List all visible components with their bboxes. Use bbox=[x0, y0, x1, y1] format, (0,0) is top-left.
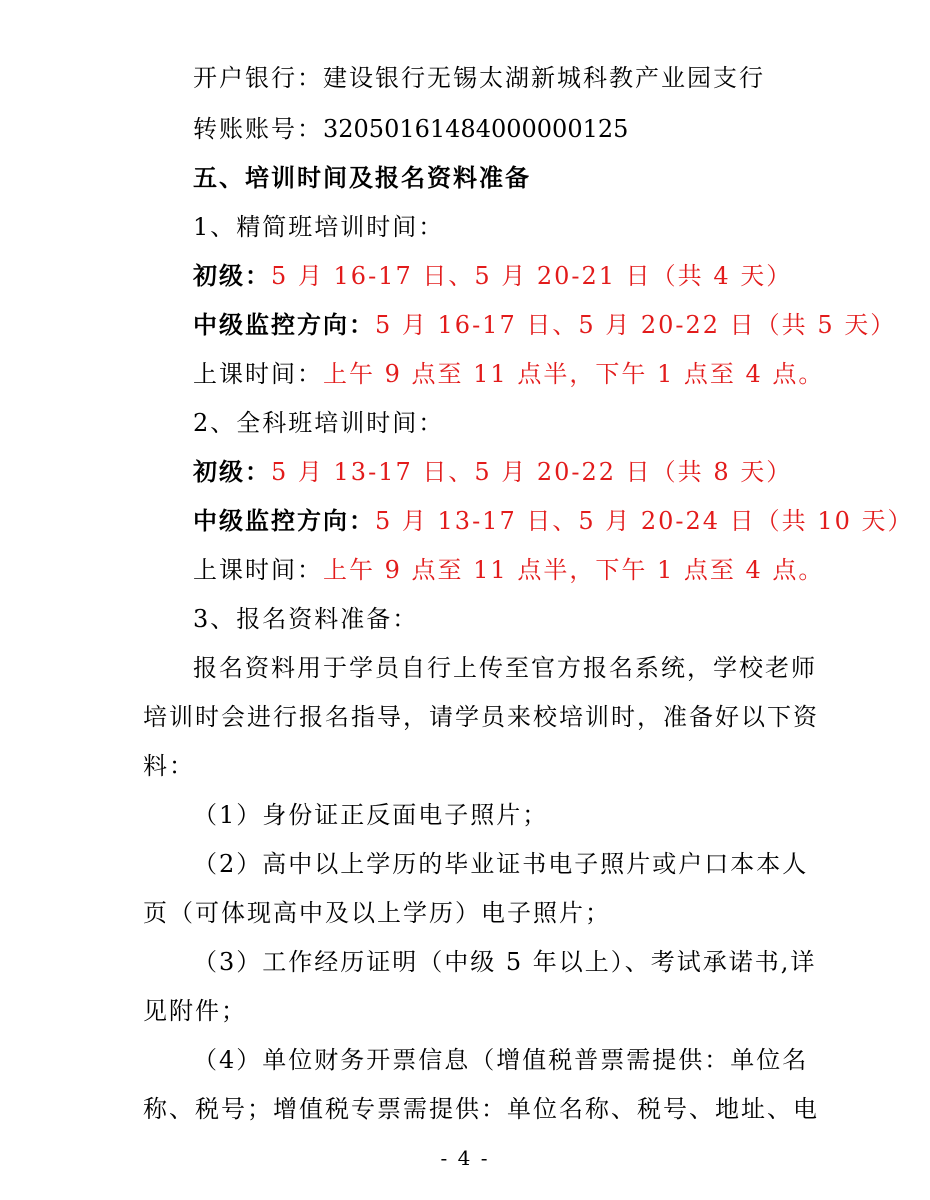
item2-class-time-line bbox=[193, 555, 824, 585]
item2-intermediate-value: 5 月 13-17 日、5 月 20-24 日（共 10 天） bbox=[375, 507, 914, 535]
item2-class-time-value: 上午 9 点至 11 点半，下午 1 点至 4 点。 bbox=[323, 556, 825, 584]
bank-label: 开户银行： bbox=[193, 64, 323, 92]
item1-intermediate-value: 5 月 16-17 日、5 月 20-22 日（共 5 天） bbox=[375, 311, 897, 339]
material-2-line-2: 页（可体现高中及以上学历）电子照片； bbox=[143, 899, 611, 927]
item1-class-time-value: 上午 9 点至 11 点半，下午 1 点至 4 点。 bbox=[323, 360, 825, 388]
material-4-line-1: （4）单位财务开票信息（增值税普票需提供：单位名 bbox=[193, 1046, 809, 1074]
section-heading: 五、培训时间及报名资料准备 bbox=[193, 163, 531, 192]
item2-class-time-label: 上课时间： bbox=[193, 556, 323, 584]
item2-intermediate-label: 中级监控方向： bbox=[193, 506, 375, 535]
item3-title: 3、报名资料准备： bbox=[193, 605, 419, 633]
item2-primary-line bbox=[193, 457, 792, 487]
item2-primary-label: 初级： bbox=[193, 457, 271, 486]
item2-intermediate-line bbox=[193, 506, 913, 536]
account-line bbox=[193, 114, 628, 144]
material-3-line-2: 见附件； bbox=[143, 997, 247, 1025]
intro-line-2: 培训时会进行报名指导，请学员来校培训时，准备好以下资 bbox=[143, 703, 819, 731]
material-1-line-1: （1）身份证正反面电子照片； bbox=[193, 801, 549, 829]
item1-class-time-label: 上课时间： bbox=[193, 360, 323, 388]
item1-intermediate-line bbox=[193, 310, 896, 340]
bank-value: 建设银行无锡太湖新城科教产业园支行 bbox=[323, 64, 765, 92]
item2-title: 2、全科班培训时间： bbox=[193, 409, 445, 437]
material-4-line-2: 称、税号；增值税专票需提供：单位名称、税号、地址、电 bbox=[143, 1095, 819, 1123]
page-number: - 4 - bbox=[440, 1146, 490, 1170]
item1-primary-line bbox=[193, 261, 792, 291]
intro-line-1: 报名资料用于学员自行上传至官方报名系统，学校老师 bbox=[193, 654, 817, 682]
item1-class-time-line bbox=[193, 359, 824, 389]
item1-title: 1、精简班培训时间： bbox=[193, 213, 445, 241]
material-2-line-1: （2）高中以上学历的毕业证书电子照片或户口本本人 bbox=[193, 850, 809, 878]
account-number: 32050161484000000125 bbox=[323, 115, 629, 143]
material-3-line-1: （3）工作经历证明（中级 5 年以上）、考试承诺书,详 bbox=[193, 948, 817, 976]
item1-primary-label: 初级： bbox=[193, 261, 271, 290]
account-label: 转账账号： bbox=[193, 115, 323, 143]
item1-intermediate-label: 中级监控方向： bbox=[193, 310, 375, 339]
item1-primary-value: 5 月 16-17 日、5 月 20-21 日（共 4 天） bbox=[271, 262, 793, 290]
item2-primary-value: 5 月 13-17 日、5 月 20-22 日（共 8 天） bbox=[271, 458, 793, 486]
bank-line bbox=[193, 63, 765, 93]
intro-line-3: 料： bbox=[143, 752, 195, 780]
